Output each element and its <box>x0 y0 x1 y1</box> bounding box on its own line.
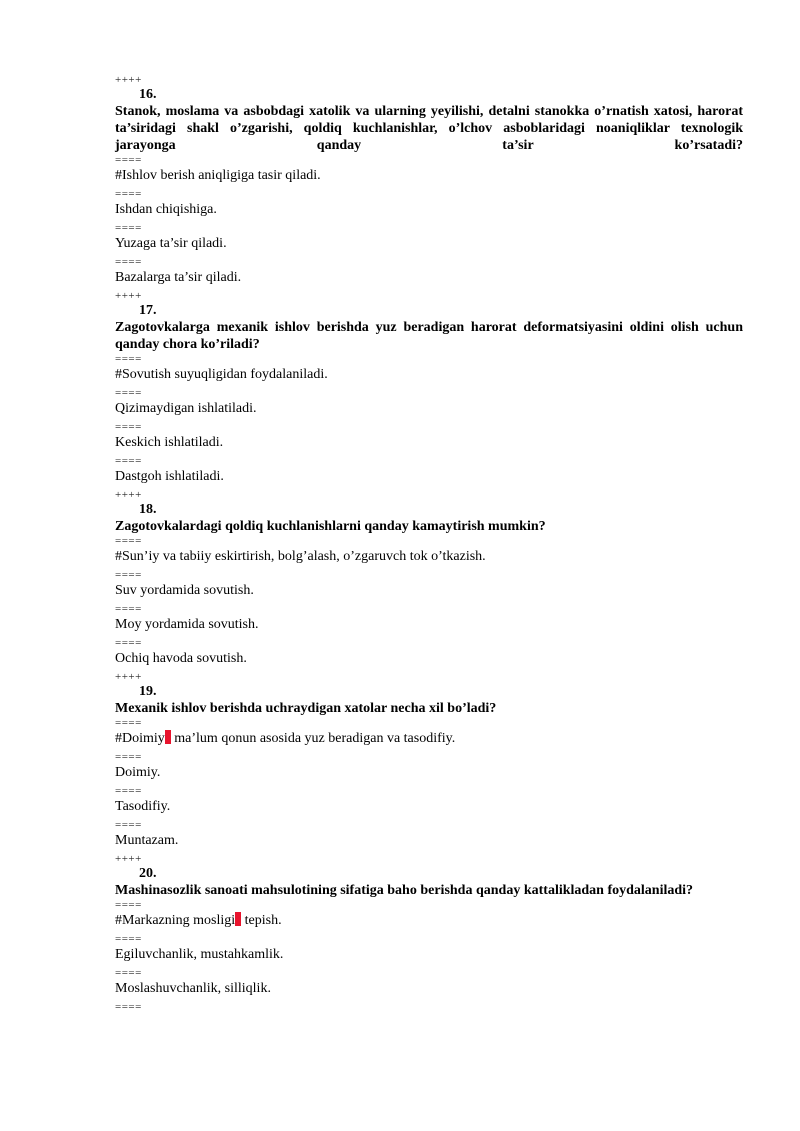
option-separator: ==== <box>115 256 142 268</box>
question-text: Stanok, moslama va asbobdagi xatolik va ularning yeyilishi, detalni stanokka o’rnatish xatosi, harorat ta’siridagi shakl o’zgarishi, qoldiq kuchlanishlar, o’lchov asboblaridagi noaniqliklar texnologik jarayonga qanday ta’sir ko’rsatadi? <box>115 104 743 153</box>
option-separator: ==== <box>115 535 142 547</box>
option-separator: ==== <box>115 899 142 911</box>
answer-option-correct: #Sovutish suyuqligidan foydalaniladi. <box>115 367 328 382</box>
option-separator: ==== <box>115 421 142 433</box>
answer-option: Keskich ishlatiladi. <box>115 435 224 450</box>
answer-option: Doimiy. <box>115 765 161 780</box>
answer-option: Muntazam. <box>115 833 179 848</box>
answer-option: Yuzaga ta’sir qiladi. <box>115 236 227 251</box>
question-text: Mexanik ishlov berishda uchraydigan xatolar necha xil bo’ladi? <box>115 701 497 716</box>
option-separator: ==== <box>115 603 142 615</box>
answer-option: Tasodifiy. <box>115 799 171 814</box>
option-separator: ==== <box>115 785 142 797</box>
document-page <box>115 74 743 1014</box>
answer-option: Egiluvchanlik, mustahkamlik. <box>115 947 284 962</box>
question-number: 18. <box>139 502 157 517</box>
option-separator: ==== <box>115 819 142 831</box>
answer-option: Moy yordamida sovutish. <box>115 617 259 632</box>
question-number: 16. <box>139 87 157 102</box>
block-end-separator: ++++ <box>115 290 142 302</box>
option-separator: ==== <box>115 1001 142 1013</box>
question-number: 20. <box>139 866 157 881</box>
question-text: Mashinasozlik sanoati mahsulotining sifatiga baho berishda qanday kattalikladan foydalaniladi? <box>115 883 694 898</box>
option-text-start: #Markazning mosligi <box>115 913 236 928</box>
option-text-start: #Doimiy <box>115 731 165 746</box>
option-separator: ==== <box>115 353 142 365</box>
option-separator: ==== <box>115 188 142 200</box>
answer-option: Bazalarga ta’sir qiladi. <box>115 270 242 285</box>
option-text-end: ma’lum qonun asosida yuz beradigan va tasodifiy. <box>170 731 456 746</box>
option-separator: ==== <box>115 751 142 763</box>
answer-option: Dastgoh ishlatiladi. <box>115 469 224 484</box>
option-separator: ==== <box>115 717 142 729</box>
option-separator: ==== <box>115 637 142 649</box>
answer-option-correct <box>115 730 743 751</box>
answer-option-correct: #Ishlov berish aniqligiga tasir qiladi. <box>115 168 321 183</box>
block-end-separator: ++++ <box>115 74 142 86</box>
option-separator: ==== <box>115 154 142 166</box>
block-end-separator: ++++ <box>115 489 142 501</box>
answer-option: Suv yordamida sovutish. <box>115 583 254 598</box>
answer-option: Ochiq havoda sovutish. <box>115 651 247 666</box>
option-separator: ==== <box>115 933 142 945</box>
answer-option: Qizimaydigan ishlatiladi. <box>115 401 257 416</box>
answer-option: Moslashuvchanlik, silliqlik. <box>115 981 271 996</box>
question-number: 19. <box>139 684 157 699</box>
option-separator: ==== <box>115 967 142 979</box>
option-text-end: tepish. <box>241 913 282 928</box>
answer-option-correct <box>115 912 743 933</box>
option-separator: ==== <box>115 455 142 467</box>
option-separator: ==== <box>115 222 142 234</box>
question-number: 17. <box>139 303 157 318</box>
question-text: Zagotovkalardagi qoldiq kuchlanishlarni qanday kamaytirish mumkin? <box>115 519 546 534</box>
question-text: Zagotovkalarga mexanik ishlov berishda yuz beradigan harorat deformatsiyasini oldini olish uchun qanday chora ko’riladi? <box>115 320 743 352</box>
block-end-separator: ++++ <box>115 671 142 683</box>
option-separator: ==== <box>115 569 142 581</box>
block-end-separator: ++++ <box>115 853 142 865</box>
answer-option-correct: #Sun’iy va tabiiy eskirtirish, bolg’alash, o’zgaruvch tok o’tkazish. <box>115 549 486 564</box>
option-separator: ==== <box>115 387 142 399</box>
answer-option: Ishdan chiqishiga. <box>115 202 217 217</box>
